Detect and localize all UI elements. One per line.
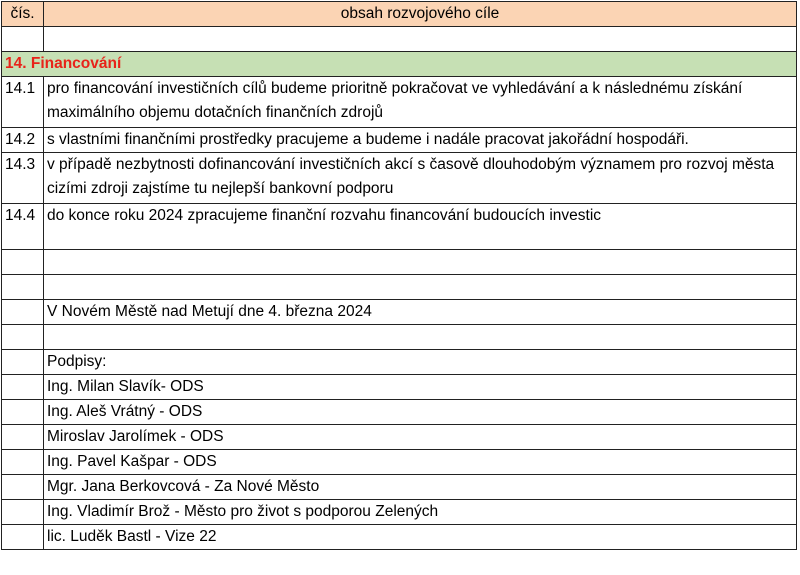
header-content: obsah rozvojového cíle xyxy=(44,2,797,27)
table-row xyxy=(2,77,797,128)
section-title: 14. Financování xyxy=(2,52,797,77)
signatory-name: Ing. Pavel Kašpar - ODS xyxy=(44,450,797,475)
section-row xyxy=(2,52,797,77)
empty-row xyxy=(2,27,797,52)
empty-row xyxy=(2,250,797,275)
signatory-row xyxy=(2,425,797,450)
signatory-name: Ing. Milan Slavík- ODS xyxy=(44,375,797,400)
signatory-row xyxy=(2,375,797,400)
item-text: s vlastními finančními prostředky pracujeme a budeme i nadále pracovat jakořádní hospodáři. xyxy=(44,128,797,153)
table-row xyxy=(2,204,797,250)
header-number: čís. xyxy=(2,2,44,27)
signatory-name: Ing. Aleš Vrátný - ODS xyxy=(44,400,797,425)
signatures-label-row xyxy=(2,350,797,375)
signatory-row xyxy=(2,475,797,500)
item-number: 14.1 xyxy=(2,77,44,128)
item-number: 14.2 xyxy=(2,128,44,153)
signatory-row xyxy=(2,400,797,425)
signatures-label: Podpisy: xyxy=(44,350,797,375)
goals-table xyxy=(1,1,797,550)
item-number: 14.3 xyxy=(2,153,44,204)
table-row xyxy=(2,128,797,153)
signatory-name: lic. Luděk Bastl - Vize 22 xyxy=(44,525,797,550)
signatory-name: Mgr. Jana Berkovcová - Za Nové Město xyxy=(44,475,797,500)
header-row xyxy=(2,2,797,27)
signatory-row xyxy=(2,450,797,475)
item-text: v případě nezbytnosti dofinancování investičních akcí s časově dlouhodobým významem pro rozvoj města cizími zdroji zajstíme tu nejlepší bankovní podporu xyxy=(44,153,797,204)
signatory-row xyxy=(2,525,797,550)
empty-row xyxy=(2,275,797,300)
item-number: 14.4 xyxy=(2,204,44,250)
item-text: pro financování investičních cílů budeme prioritně pokračovat ve vyhledávání a k následnému získání maximálního objemu dotačních finančních zdrojů xyxy=(44,77,797,128)
signatory-row xyxy=(2,500,797,525)
place-date-row xyxy=(2,300,797,325)
table-row xyxy=(2,153,797,204)
place-date: V Novém Městě nad Metují dne 4. března 2024 xyxy=(44,300,797,325)
signatory-name: Ing. Vladimír Brož - Město pro život s podporou Zelených xyxy=(44,500,797,525)
empty-row xyxy=(2,325,797,350)
item-text: do konce roku 2024 zpracujeme finanční rozvahu financování budoucích investic xyxy=(44,204,797,250)
signatory-name: Miroslav Jarolímek - ODS xyxy=(44,425,797,450)
